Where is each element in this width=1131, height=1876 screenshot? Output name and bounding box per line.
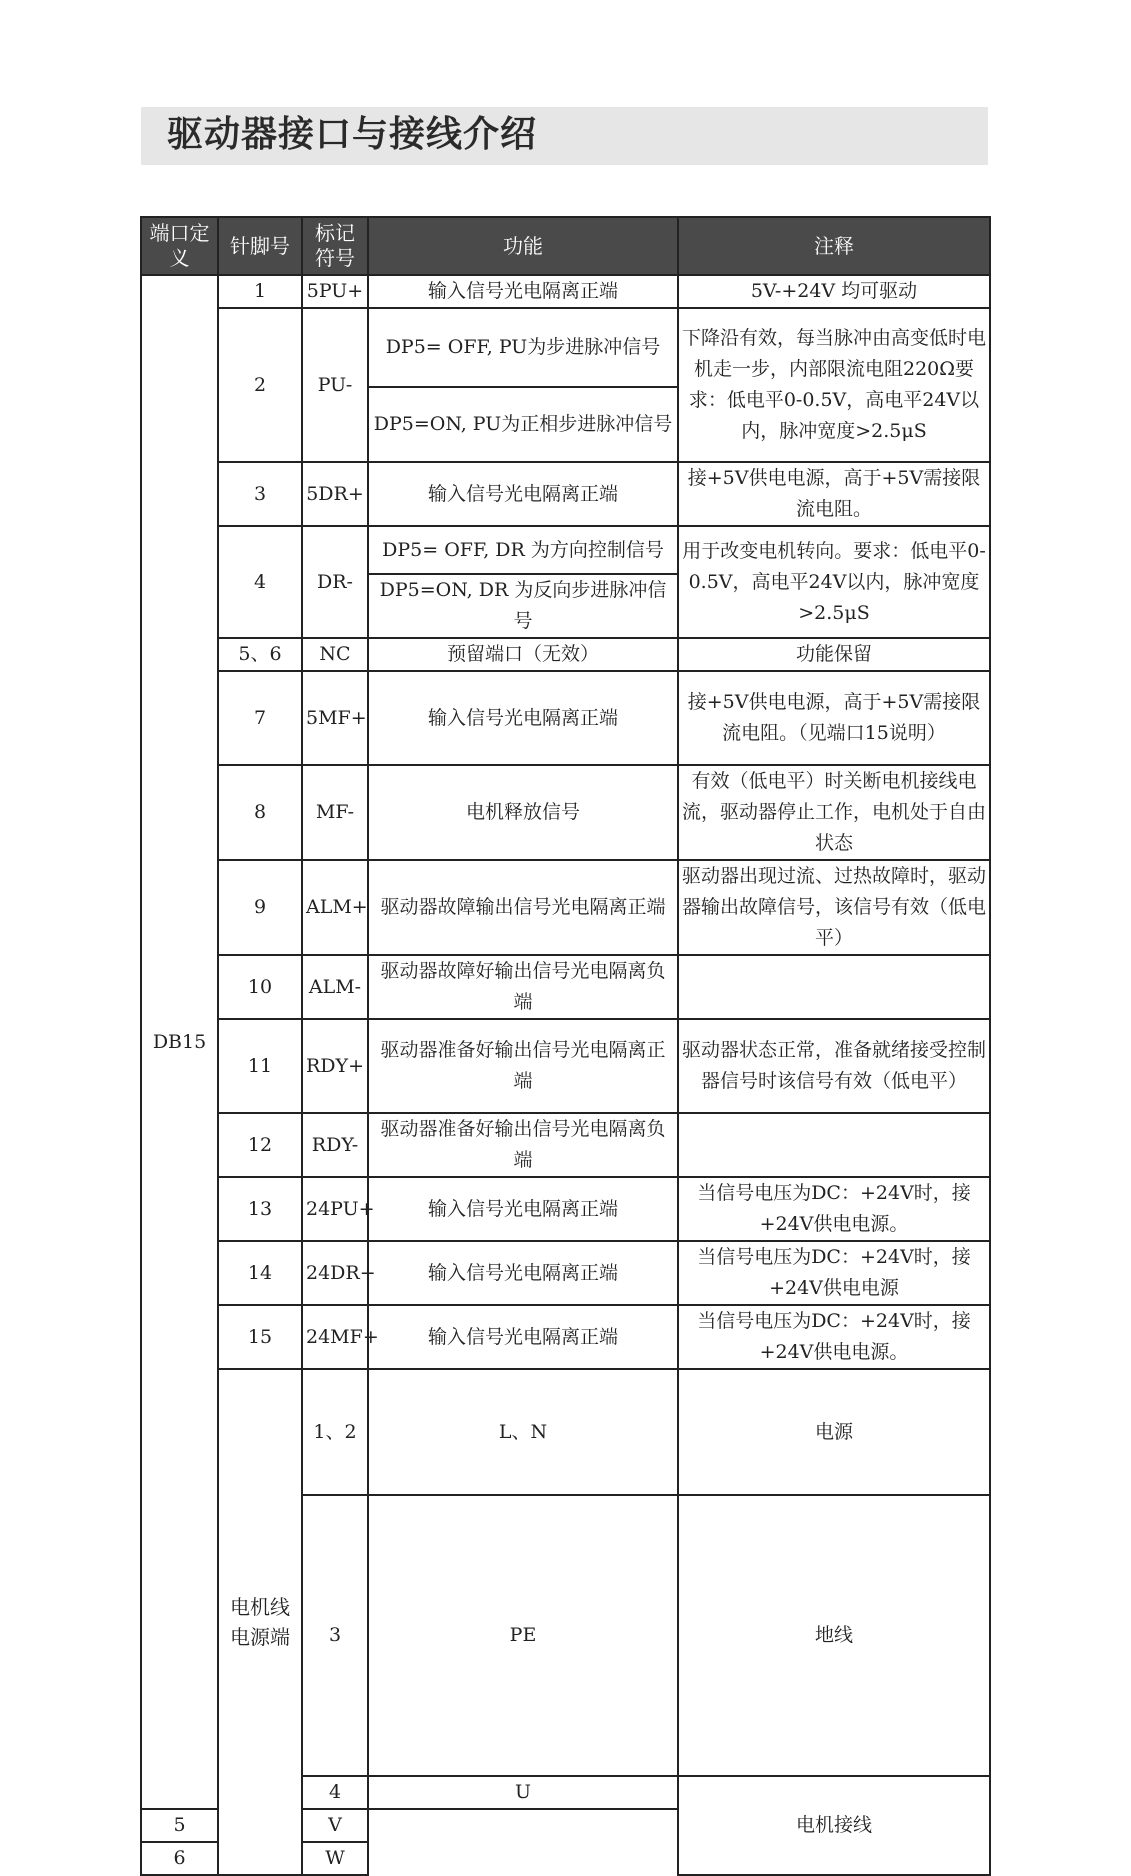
table-row	[141, 1369, 990, 1495]
mark-cell: NC	[302, 638, 368, 671]
header-note: 注释	[678, 217, 990, 275]
mark-cell: V	[302, 1809, 368, 1842]
table-row	[141, 765, 990, 860]
header-pin: 针脚号	[218, 217, 302, 275]
note-cell: 有效（低电平）时关断电机接线电流，驱动器停止工作，电机处于自由状态	[678, 765, 990, 860]
table-header-row	[141, 217, 990, 275]
note-cell: 用于改变电机转向。要求：低电平0-0.5V，高电平24V以内，脉冲宽度>2.5μS	[678, 526, 990, 638]
table-row	[141, 275, 990, 308]
function-cell: DP5=ON, DR 为反向步进脉冲信号	[368, 574, 678, 638]
note-cell: 驱动器出现过流、过热故障时，驱动器输出故障信号，该信号有效（低电平）	[678, 860, 990, 955]
note-cell: 当信号电压为DC：+24V时，接+24V供电电源。	[678, 1305, 990, 1369]
mark-cell: W	[302, 1842, 368, 1875]
table-row	[141, 955, 990, 1019]
pin-cell: 14	[218, 1241, 302, 1305]
pin-cell: 12	[218, 1113, 302, 1177]
mark-cell: U	[368, 1776, 678, 1809]
table-row	[141, 462, 990, 526]
pin-cell: 13	[218, 1177, 302, 1241]
pin-cell: 15	[218, 1305, 302, 1369]
note-cell: 当信号电压为DC：+24V时，接+24V供电电源	[678, 1241, 990, 1305]
pin-cell: 6	[141, 1842, 218, 1875]
note-cell: 驱动器状态正常，准备就绪接受控制器信号时该信号有效（低电平）	[678, 1019, 990, 1113]
function-cell: 输入信号光电隔离正端	[368, 462, 678, 526]
pin-cell: 7	[218, 671, 302, 765]
function-cell: 输入信号光电隔离正端	[368, 671, 678, 765]
function-cell: DP5= OFF, DR 为方向控制信号	[368, 526, 678, 574]
function-cell: 输入信号光电隔离正端	[368, 275, 678, 308]
mark-cell: DR-	[302, 526, 368, 638]
table-row	[141, 1305, 990, 1369]
mark-cell: L、N	[368, 1369, 678, 1495]
mark-cell: PE	[368, 1495, 678, 1776]
note-cell: 下降沿有效，每当脉冲由高变低时电机走一步，内部限流电阻220Ω要求：低电平0-0.5V，高电平24V以内，脉冲宽度>2.5μS	[678, 308, 990, 462]
table-row	[141, 526, 990, 574]
title-bar	[141, 107, 988, 165]
note-cell: 接+5V供电电源，高于+5V需接限流电阻。	[678, 462, 990, 526]
function-cell: 输入信号光电隔离正端	[368, 1177, 678, 1241]
interface-table	[140, 216, 991, 1876]
mark-cell: 24PU+	[302, 1177, 368, 1241]
pin-cell: 10	[218, 955, 302, 1019]
pin-cell: 4	[302, 1776, 368, 1809]
header-mark: 标记符号	[302, 217, 368, 275]
function-cell: 驱动器故障输出信号光电隔离正端	[368, 860, 678, 955]
page-title: 驱动器接口与接线介绍	[167, 114, 538, 155]
mark-cell: 24DR+	[302, 1241, 368, 1305]
group-db15: DB15	[141, 275, 218, 1809]
mark-cell: RDY+	[302, 1019, 368, 1113]
pin-cell: 1	[218, 275, 302, 308]
function-cell: DP5= OFF, PU为步进脉冲信号	[368, 308, 678, 387]
pin-cell: 3	[218, 462, 302, 526]
header-function: 功能	[368, 217, 678, 275]
note-cell: 接+5V供电电源，高于+5V需接限流电阻。（见端口15说明）	[678, 671, 990, 765]
function-cell: 输入信号光电隔离正端	[368, 1241, 678, 1305]
mark-cell: 5MF+	[302, 671, 368, 765]
pin-cell: 1、2	[302, 1369, 368, 1495]
pin-cell: 5	[141, 1809, 218, 1842]
function-cell: 预留端口（无效）	[368, 638, 678, 671]
group-motor-power: 电机线电源端	[218, 1369, 302, 1875]
table-row	[141, 860, 990, 955]
function-cell: 电机释放信号	[368, 765, 678, 860]
pin-cell: 5、6	[218, 638, 302, 671]
mark-cell: 24MF+	[302, 1305, 368, 1369]
table-row	[141, 308, 990, 387]
table-row	[141, 671, 990, 765]
mark-cell: 5DR+	[302, 462, 368, 526]
pin-cell: 3	[302, 1495, 368, 1776]
function-cell: 地线	[678, 1495, 990, 1776]
pin-cell: 11	[218, 1019, 302, 1113]
pin-cell: 2	[218, 308, 302, 462]
function-cell: DP5=ON, PU为正相步进脉冲信号	[368, 387, 678, 462]
header-port-def: 端口定义	[141, 217, 218, 275]
table-row	[141, 1241, 990, 1305]
note-cell: 当信号电压为DC：+24V时，接+24V供电电源。	[678, 1177, 990, 1241]
pin-cell: 4	[218, 526, 302, 638]
note-cell	[678, 955, 990, 1019]
table-row	[141, 638, 990, 671]
note-cell: 5V-+24V 均可驱动	[678, 275, 990, 308]
function-cell: 驱动器准备好输出信号光电隔离负端	[368, 1113, 678, 1177]
note-cell: 功能保留	[678, 638, 990, 671]
function-cell: 驱动器准备好输出信号光电隔离正端	[368, 1019, 678, 1113]
mark-cell: 5PU+	[302, 275, 368, 308]
pin-cell: 9	[218, 860, 302, 955]
function-cell: 驱动器故障好输出信号光电隔离负端	[368, 955, 678, 1019]
mark-cell: PU-	[302, 308, 368, 462]
mark-cell: ALM+	[302, 860, 368, 955]
table-row	[141, 1019, 990, 1113]
mark-cell: RDY-	[302, 1113, 368, 1177]
function-cell: 电机接线	[678, 1776, 990, 1875]
note-cell	[678, 1113, 990, 1177]
table-row	[141, 1113, 990, 1177]
pin-cell: 8	[218, 765, 302, 860]
mark-cell: MF-	[302, 765, 368, 860]
table-row	[141, 1177, 990, 1241]
function-cell: 电源	[678, 1369, 990, 1495]
function-cell: 输入信号光电隔离正端	[368, 1305, 678, 1369]
mark-cell: ALM-	[302, 955, 368, 1019]
